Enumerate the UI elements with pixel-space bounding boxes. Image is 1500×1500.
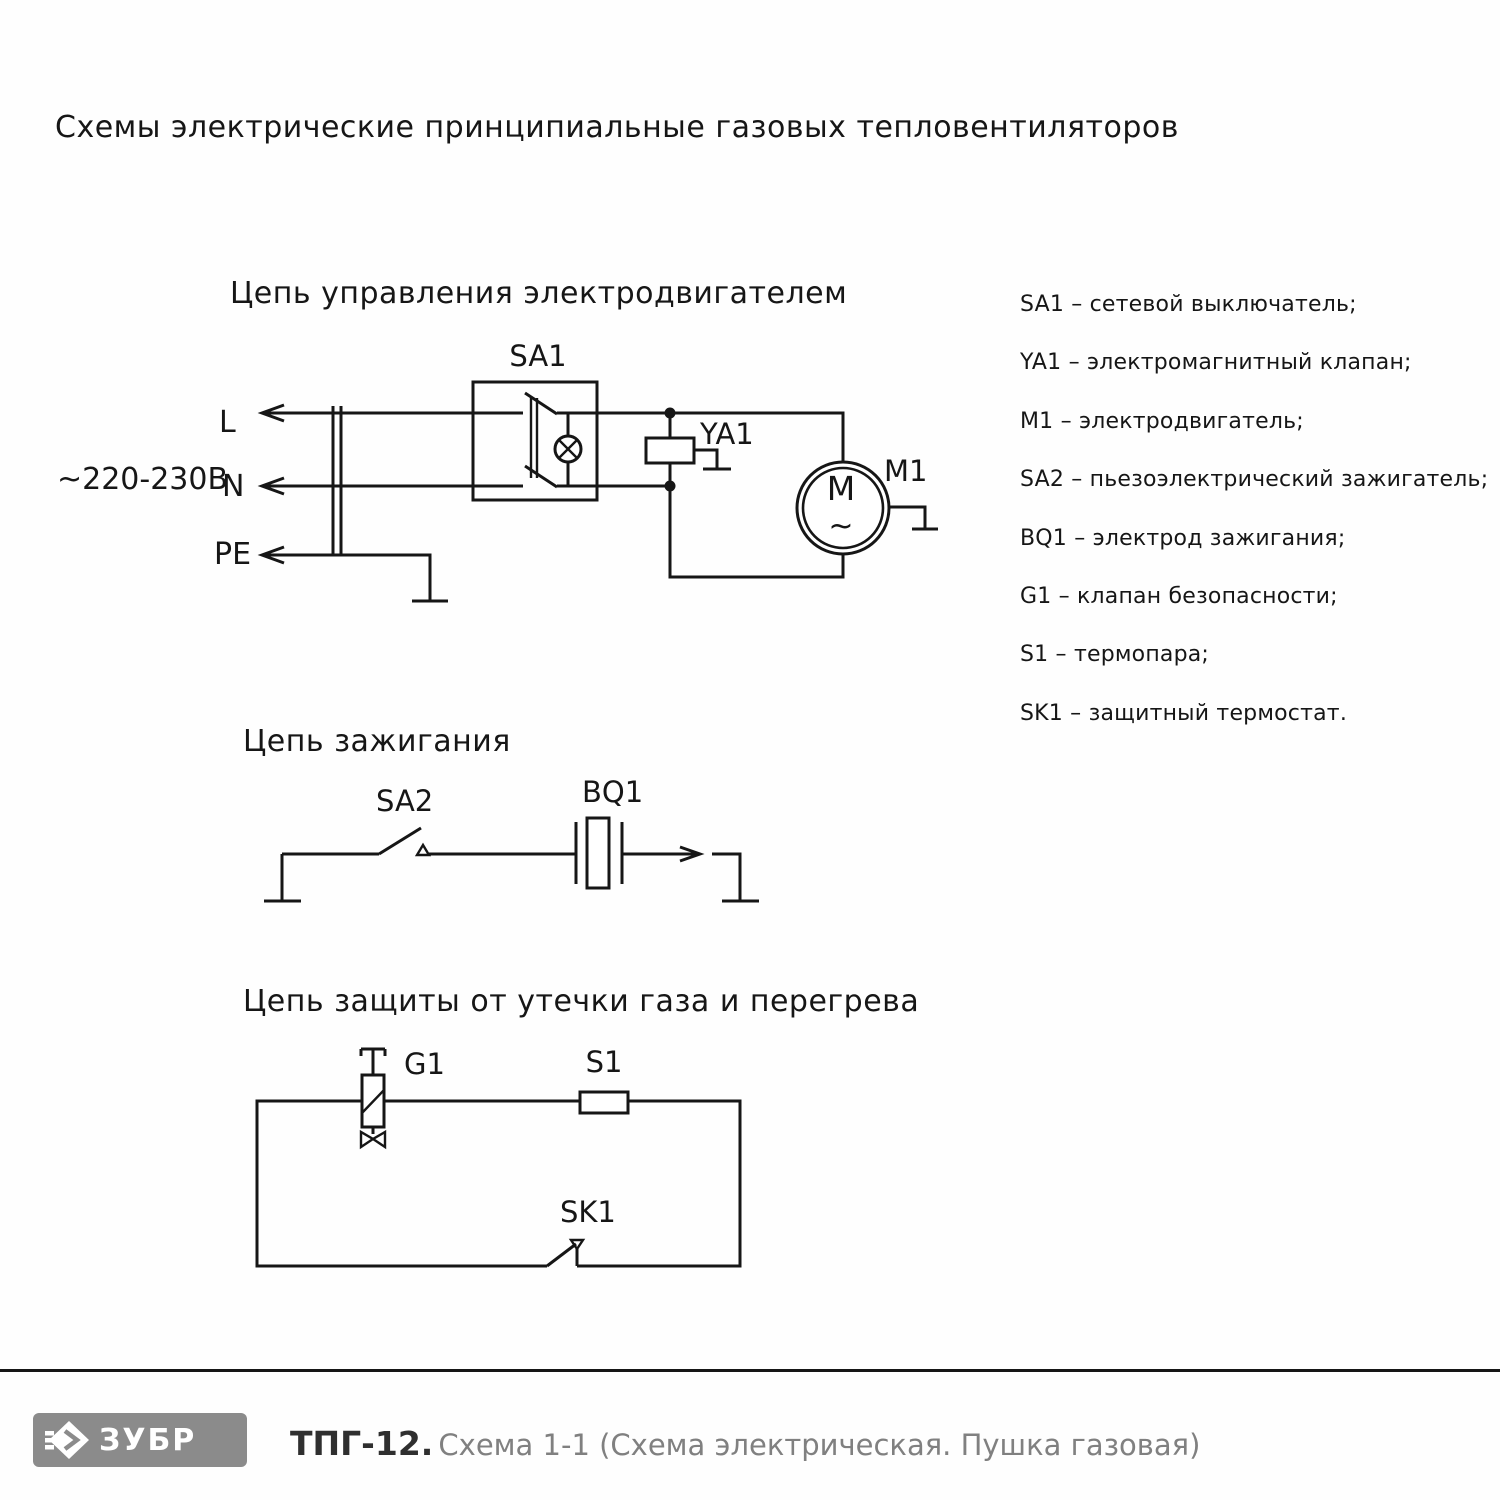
terminal-connector-bars <box>333 406 341 556</box>
ya1-coil-symbol <box>646 438 694 463</box>
m1-label: M1 <box>884 454 928 488</box>
zubr-logo-icon <box>45 1419 91 1461</box>
sa1-label: SA1 <box>509 339 567 373</box>
s1-thermocouple-symbol <box>580 1092 628 1113</box>
motor-letter: M <box>826 469 856 508</box>
line-l-label: L <box>219 405 236 440</box>
motor-control-circuit <box>57 276 938 601</box>
pushbutton-contact-icon <box>417 845 429 855</box>
line-n-label: N <box>222 469 245 504</box>
legend-item: SK1 – защитный термостат. <box>1020 700 1348 726</box>
wire-pe-ground-icon <box>262 555 448 601</box>
voltage-label: ~220-230В <box>57 462 229 497</box>
brand-name: ЗУБР <box>99 1422 197 1458</box>
bq1-label: BQ1 <box>582 775 644 809</box>
footer-model: ТПГ-12. <box>290 1424 434 1463</box>
s1-label: S1 <box>585 1045 623 1079</box>
legend-item: S1 – термопара; <box>1020 642 1210 668</box>
motor-control-title: Цепь управления электродвигателем <box>230 276 848 311</box>
ignition-circuit <box>243 724 759 901</box>
main-title: Схемы электрические принципиальные газовых тепловентиляторов <box>55 110 1179 145</box>
footer-caption-line <box>290 1424 1200 1463</box>
sa2-label: SA2 <box>376 784 434 818</box>
g1-valve-bowtie-icon <box>361 1132 373 1147</box>
g1-valve-bowtie-icon <box>373 1132 385 1147</box>
g1-sensor-head-icon <box>361 1049 385 1075</box>
switch-coupling-icon <box>531 398 537 478</box>
ground-icon <box>712 854 759 901</box>
ya1-ground-icon <box>694 450 731 469</box>
ignition-title: Цепь зажигания <box>243 724 511 759</box>
zubr-brand-badge <box>33 1413 247 1467</box>
ground-icon <box>264 854 301 901</box>
protection-circuit <box>243 984 919 1266</box>
sk1-label: SK1 <box>560 1195 616 1229</box>
footer-separator-line <box>0 1369 1500 1372</box>
motor-ground-icon <box>889 507 938 529</box>
protection-title: Цепь защиты от утечки газа и перегрева <box>243 984 920 1019</box>
protection-loop-wire <box>257 1101 740 1266</box>
line-pe-label: PE <box>214 537 252 572</box>
sa2-switch-lever-icon <box>379 828 421 854</box>
legend-item: SA1 – сетевой выключатель; <box>1020 292 1357 317</box>
motor-ac-symbol: ~ <box>828 509 854 544</box>
bq1-electrode-symbol <box>587 818 609 888</box>
ya1-label: YA1 <box>700 417 754 451</box>
legend-item: BQ1 – электрод зажигания; <box>1020 525 1346 551</box>
sk1-switch-lever-icon <box>547 1244 576 1266</box>
footer-caption: Схема 1-1 (Схема электрическая. Пушка газовая) <box>438 1428 1201 1462</box>
g1-label: G1 <box>404 1047 445 1081</box>
legend-item: YA1 – электромагнитный клапан; <box>1020 350 1412 376</box>
legend-item: G1 – клапан безопасности; <box>1020 584 1338 610</box>
legend-item: M1 – электродвигатель; <box>1020 408 1304 434</box>
legend-item: SA2 – пьезоэлектрический зажигатель; <box>1020 467 1489 493</box>
component-legend <box>1020 276 1488 743</box>
